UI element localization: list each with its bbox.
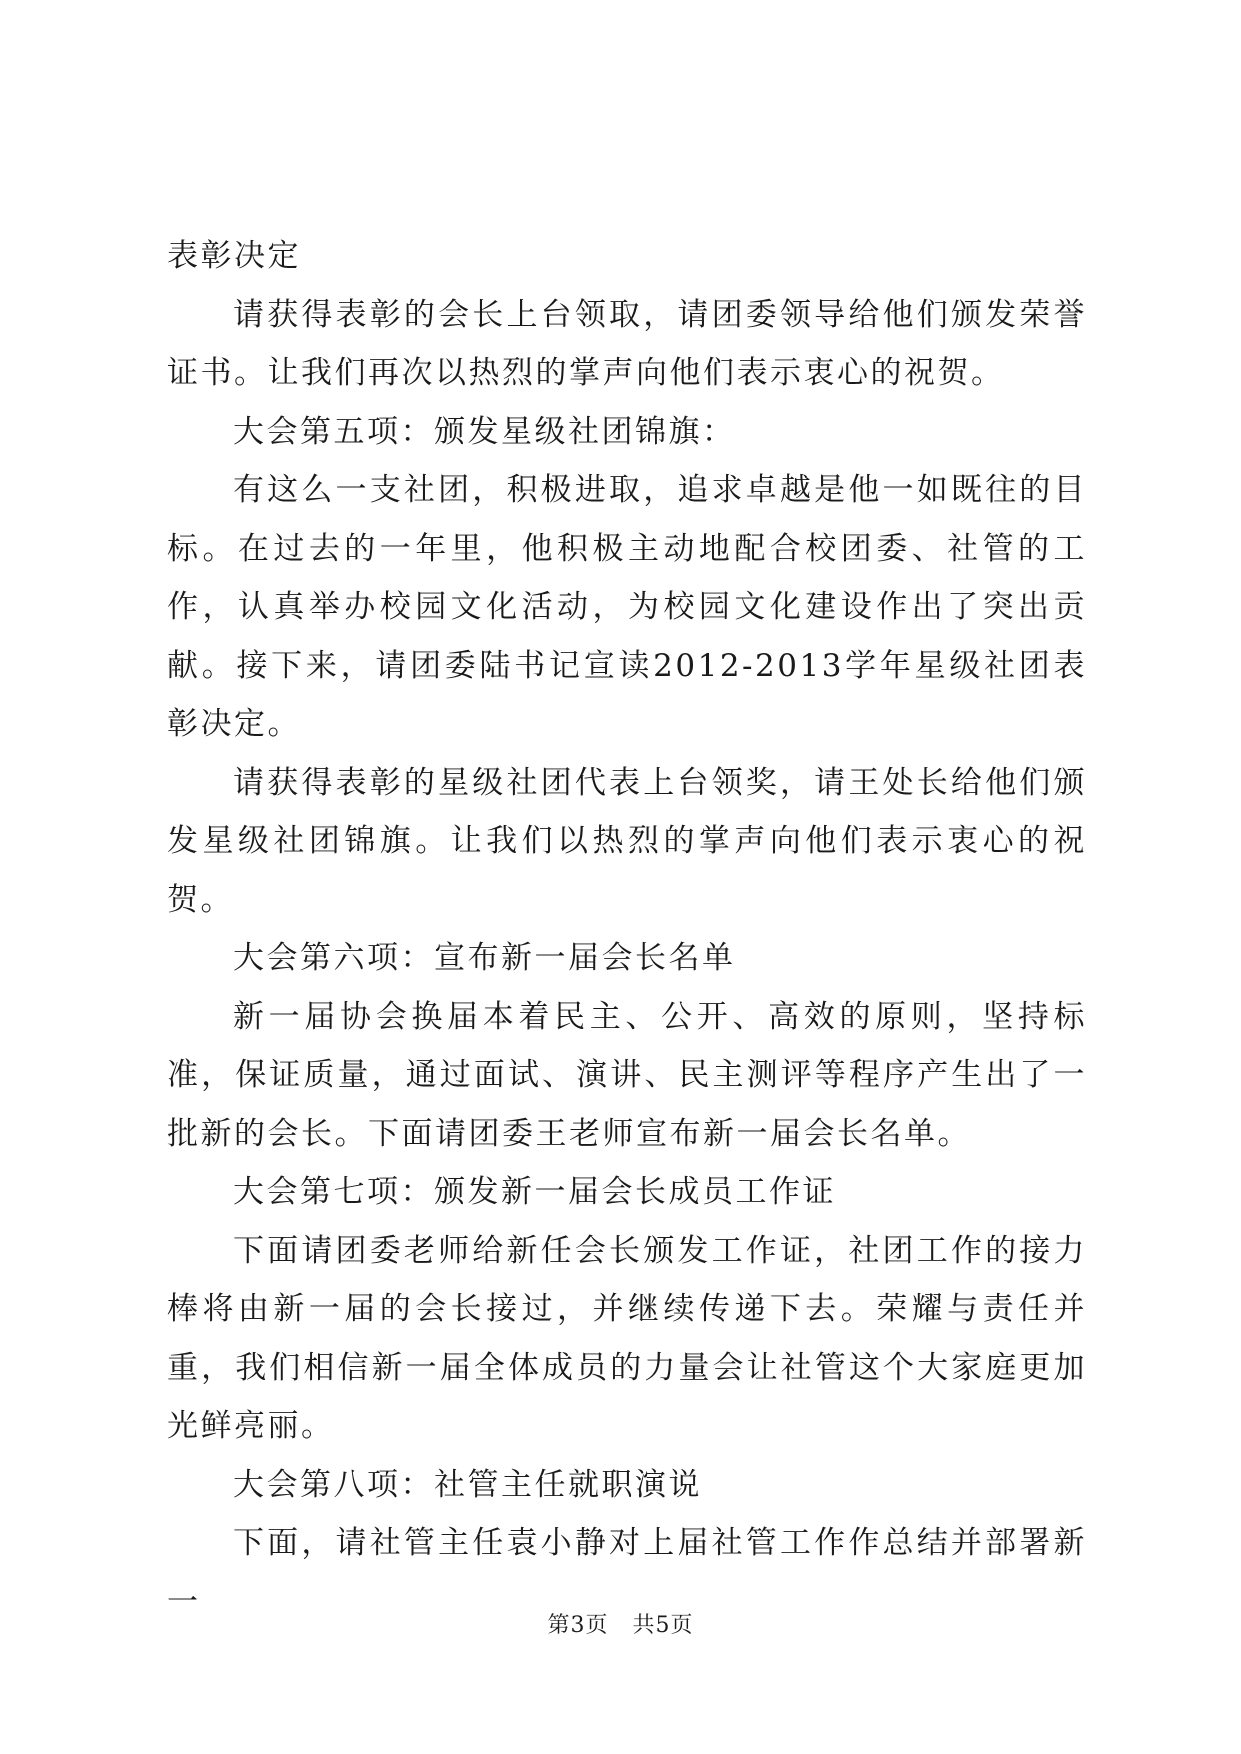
paragraph: 下面请团委老师给新任会长颁发工作证，社团工作的接力棒将由新一届的会长接过，并继续传递下去。荣耀与责任并重，我们相信新一届全体成员的力量会让社管这个大家庭更加光鲜亮丽。 xyxy=(167,1232,1087,1444)
paragraph: 有这么一支社团，积极进取，追求卓越是他一如既往的目标。在过去的一年里，他积极主动地配合校团委、社管的工作，认真举办校园文化活动，为校园文化建设作出了突出贡献。接下来，请团委陆书记宣读2012-2013学年星级社团表彰决定。 xyxy=(167,472,1087,742)
section-heading: 大会第六项：宣布新一届会长名单 xyxy=(233,940,736,976)
section-heading: 大会第五项：颁发星级社团锦旗： xyxy=(233,413,736,450)
page-footer xyxy=(0,1608,1241,1639)
section-heading: 大会第七项：颁发新一届会长成员工作证 xyxy=(233,1174,836,1210)
paragraph: 新一届协会换届本着民主、公开、高效的原则，坚持标准，保证质量，通过面试、演讲、民主测评等程序产生出了一批新的会长。下面请团委王老师宣布新一届会长名单。 xyxy=(167,998,1087,1152)
paragraph: 请获得表彰的会长上台领取，请团委领导给他们颁发荣誉证书。让我们再次以热烈的掌声向他们表示衷心的祝贺。 xyxy=(167,296,1087,391)
document-body xyxy=(167,227,1087,1631)
section-heading: 大会第八项：社管主任就职演说 xyxy=(233,1466,702,1503)
page-number: 第3页 xyxy=(547,1613,609,1638)
paragraph-continuation: 表彰决定 xyxy=(167,238,301,274)
paragraph: 请获得表彰的星级社团代表上台领奖，请王处长给他们颁发星级社团锦旗。让我们以热烈的掌声向他们表示衷心的祝贺。 xyxy=(167,764,1087,918)
paragraph: 下面，请社管主任袁小静对上届社管工作作总结并部署新一 xyxy=(167,1525,1087,1620)
page-total: 共5页 xyxy=(632,1613,694,1638)
